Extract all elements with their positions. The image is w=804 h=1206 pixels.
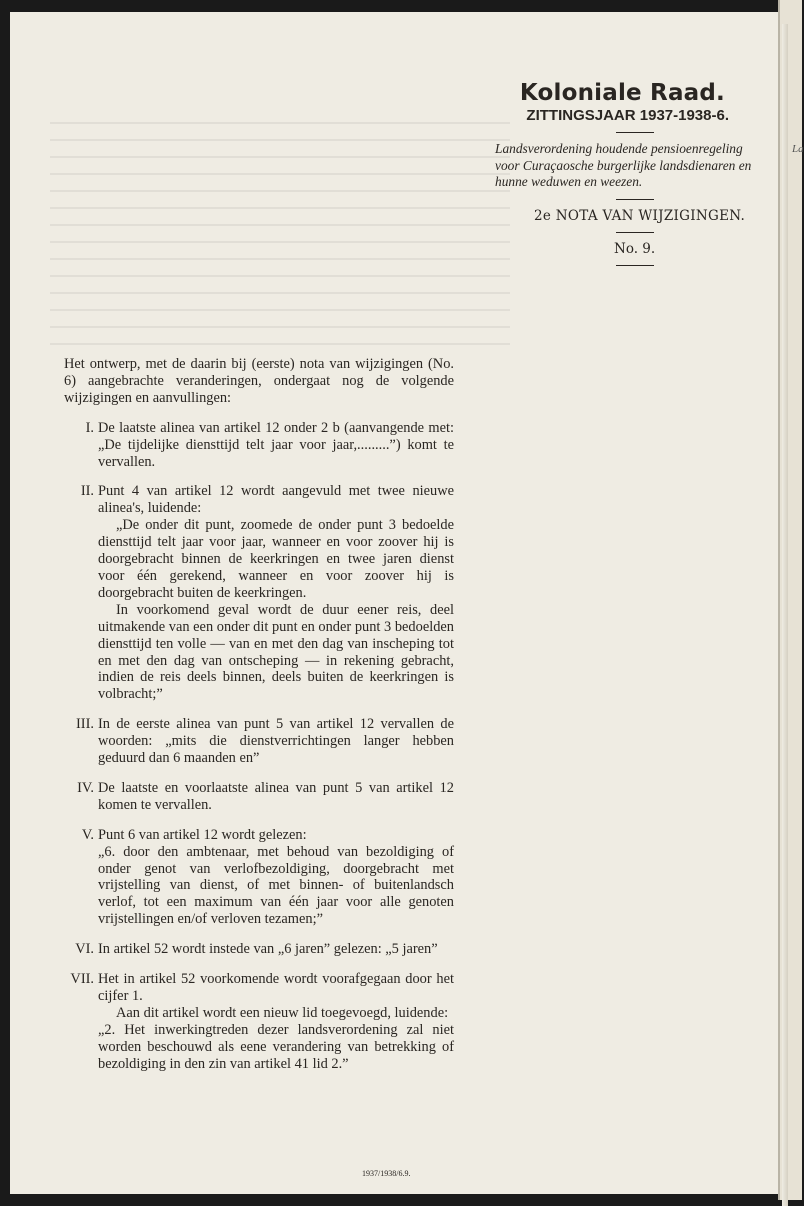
header-rule [616,199,654,200]
header-rule [616,132,654,133]
item-numeral: VI. [75,941,94,958]
intro-paragraph: Het ontwerp, met de daarin bij (eerste) nota van wijzigingen (No. 6) aangebrachte veranderingen, ondergaat nog de volgende wijzigingen en aanvullingen: [64,356,454,406]
amendment-item [64,941,454,958]
item-numeral: IV. [77,779,94,796]
item-numeral: III. [76,716,94,733]
council-title: Koloniale Raad. [519,80,725,106]
item-paragraph: Aan dit artikel wordt een nieuw lid toegevoegd, luidende: [116,1004,449,1021]
item-numeral: I. [85,419,94,436]
document-body [64,356,454,1073]
document-number: No. 9. [614,240,656,257]
item-paragraph: „6. door den ambtenaar, met behoud van bezoldiging of onder genot van verlofbezoldiging, doorgebracht met vrijstelling van dienst, of met binnen- of buitenlandsch verlof, tot een maximum van één jaar voor alle genoten vrijstellingen en/of verloven tezamen;” [98,843,454,928]
item-paragraph: In artikel 52 wordt instede van „6 jaren” gelezen: „5 jaren” [98,941,438,958]
page-gutter-shadow [782,24,788,1206]
reverse-side-bleed-through [50,122,510,352]
document-header [492,80,770,274]
item-paragraph: Het in artikel 52 voorkomende wordt voorafgegaan door het cijfer 1. [98,971,454,1004]
item-paragraph: Punt 4 van artikel 12 wordt aangevuld met twee nieuwe alinea's, luidende: [98,483,454,517]
item-paragraph: De laatste alinea van artikel 12 onder 2 b (aanvangende met: „De tijdelijke diensttijd telt jaar voor jaar,.........”) komt te vervallen. [98,419,454,470]
item-paragraph: „De onder dit punt, zoomede de onder punt 3 bedoelde diensttijd telt jaar voor jaar, wanneer en voor zoover hij is doorgebracht binnen de keerkringen en twee jaren dienst voor één gerekend, wanneer en voor zoover hij is doorgebracht buiten de keerkringen. [98,517,454,601]
margin-mark: La [792,143,804,155]
ordinance-subject: Landsverordening houdende pensioenregeling voor Curaçaosche burgerlijke landsdienaren en hunne weduwen en weezen. [495,141,752,189]
amendment-note-title: 2e NOTA VAN WIJZIGINGEN. [534,207,746,224]
item-paragraph: In de eerste alinea van punt 5 van artikel 12 vervallen de woorden: „mits die dienstverrichtingen langer hebben geduurd dan 6 maanden en” [98,716,454,767]
session-year: ZITTINGSJAAR 1937-1938-6. [526,107,729,124]
header-rule [616,232,654,233]
amendment-item [64,971,454,1072]
item-numeral: VII. [70,971,94,988]
amendment-item [64,716,454,767]
item-numeral: II. [80,483,94,500]
header-rule [616,265,654,266]
amendment-item [64,483,454,703]
item-paragraph: „2. Het inwerkingtreden dezer landsverordening zal niet worden beschouwd als eene verandering van betrekking of bezoldiging in den zin van artikel 41 lid 2.” [98,1021,454,1072]
amendment-item [64,827,454,928]
item-paragraph: De laatste en voorlaatste alinea van punt 5 van artikel 12 komen te vervallen. [98,779,454,813]
amendment-item [64,780,454,814]
footer-code: 1937/1938/6.9. [362,1169,411,1178]
item-numeral: V. [81,826,94,843]
item-paragraph: Punt 6 van artikel 12 wordt gelezen: [98,826,307,843]
item-paragraph: In voorkomend geval wordt de duur eener reis, deel uitmakende van een onder dit punt en onder punt 3 bedoelden diensttijd ten volle — van en met den dag van inscheping tot en met den dag van ontscheping — in rekening gebracht, indien de reis deels binnen, deels buiten de keerkringen is volbracht;” [98,601,454,703]
amendment-item [64,420,454,471]
